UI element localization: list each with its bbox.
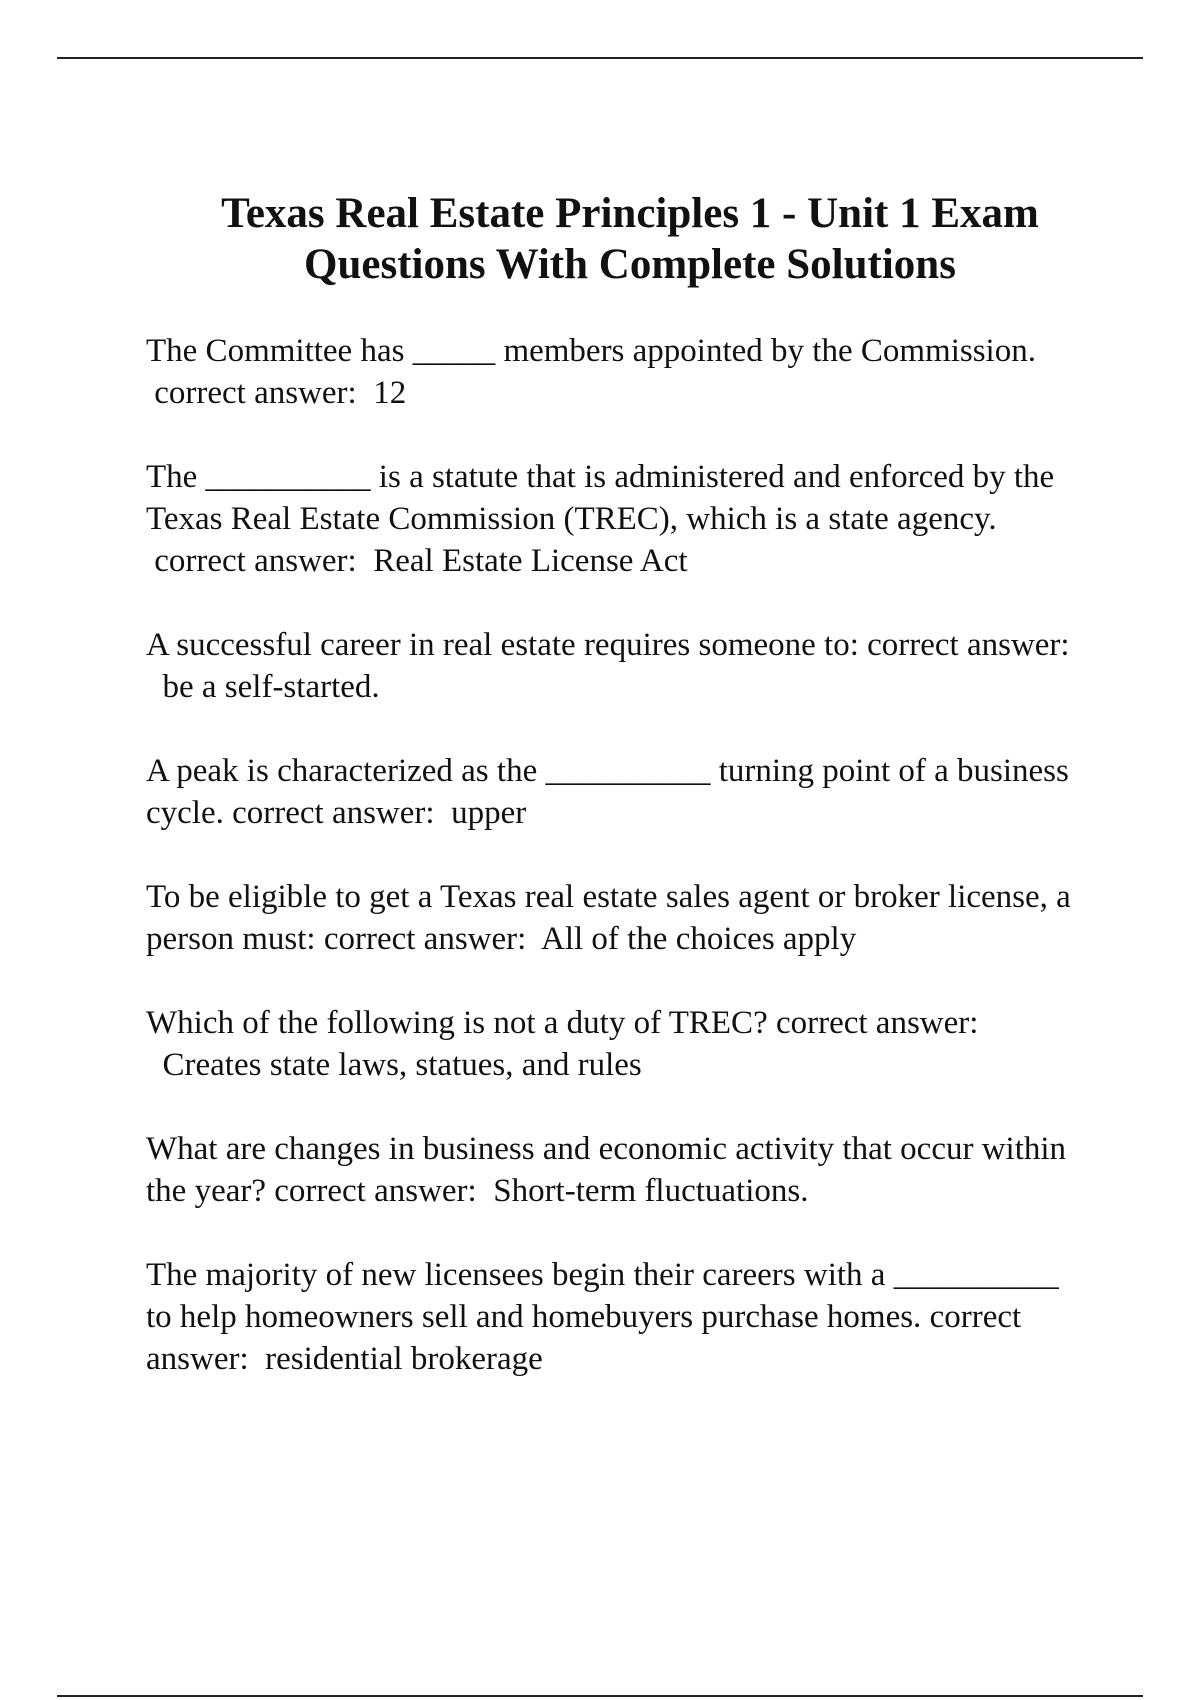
qa-list (146, 330, 1086, 1422)
qa-item (146, 750, 1086, 834)
qa-item (146, 1128, 1086, 1212)
question-text: A successful career in real estate requires someone to: (146, 627, 859, 663)
document-title: Texas Real Estate Principles 1 - Unit 1 Exam Questions With Complete Solutions (221, 190, 1039, 288)
question-text: A peak is characterized as the __________ turning point of a business cycle. (146, 753, 1069, 831)
answer-label: correct answer: (775, 1005, 979, 1041)
answer-label: correct answer: (867, 627, 1070, 663)
answer-text: upper (451, 795, 527, 831)
qa-item (146, 624, 1086, 708)
question-text: The majority of new licensees begin their careers with a __________ to help homeowners sell and homebuyers purchase homes. (146, 1257, 1059, 1335)
qa-item (146, 330, 1086, 414)
question-text: The __________ is a statute that is administered and enforced by the Texas Real Estate Commission (TREC), which is a state agency. (146, 459, 1055, 537)
footer-rule (57, 1695, 1143, 1697)
qa-item (146, 1002, 1086, 1086)
answer-label: correct answer: (154, 375, 357, 411)
answer-label: correct answer: (323, 921, 527, 957)
answer-label: correct answer: (146, 1299, 1022, 1377)
question-text: The Committee has _____ members appointed by the Commission. (146, 333, 1036, 369)
answer-text: All of the choices apply (540, 921, 857, 957)
question-text: What are changes in business and economic activity that occur within the year? (146, 1131, 1067, 1209)
answer-label: correct answer: (154, 543, 357, 579)
answer-label: correct answer: (274, 1173, 477, 1209)
answer-text: be a self-started. (162, 669, 380, 705)
question-text: To be eligible to get a Texas real estate sales agent or broker license, a person must: (146, 879, 1071, 957)
header-rule (57, 57, 1143, 59)
qa-item (146, 876, 1086, 960)
qa-item (146, 456, 1086, 582)
question-text: Which of the following is not a duty of TREC? (146, 1005, 768, 1041)
answer-label: correct answer: (232, 795, 435, 831)
answer-text: 12 (373, 375, 407, 411)
qa-item (146, 1254, 1086, 1380)
answer-text: Short-term fluctuations. (493, 1173, 809, 1209)
answer-text: residential brokerage (265, 1341, 543, 1377)
answer-text: Real Estate License Act (373, 543, 688, 579)
answer-text: Creates state laws, statues, and rules (162, 1047, 642, 1083)
